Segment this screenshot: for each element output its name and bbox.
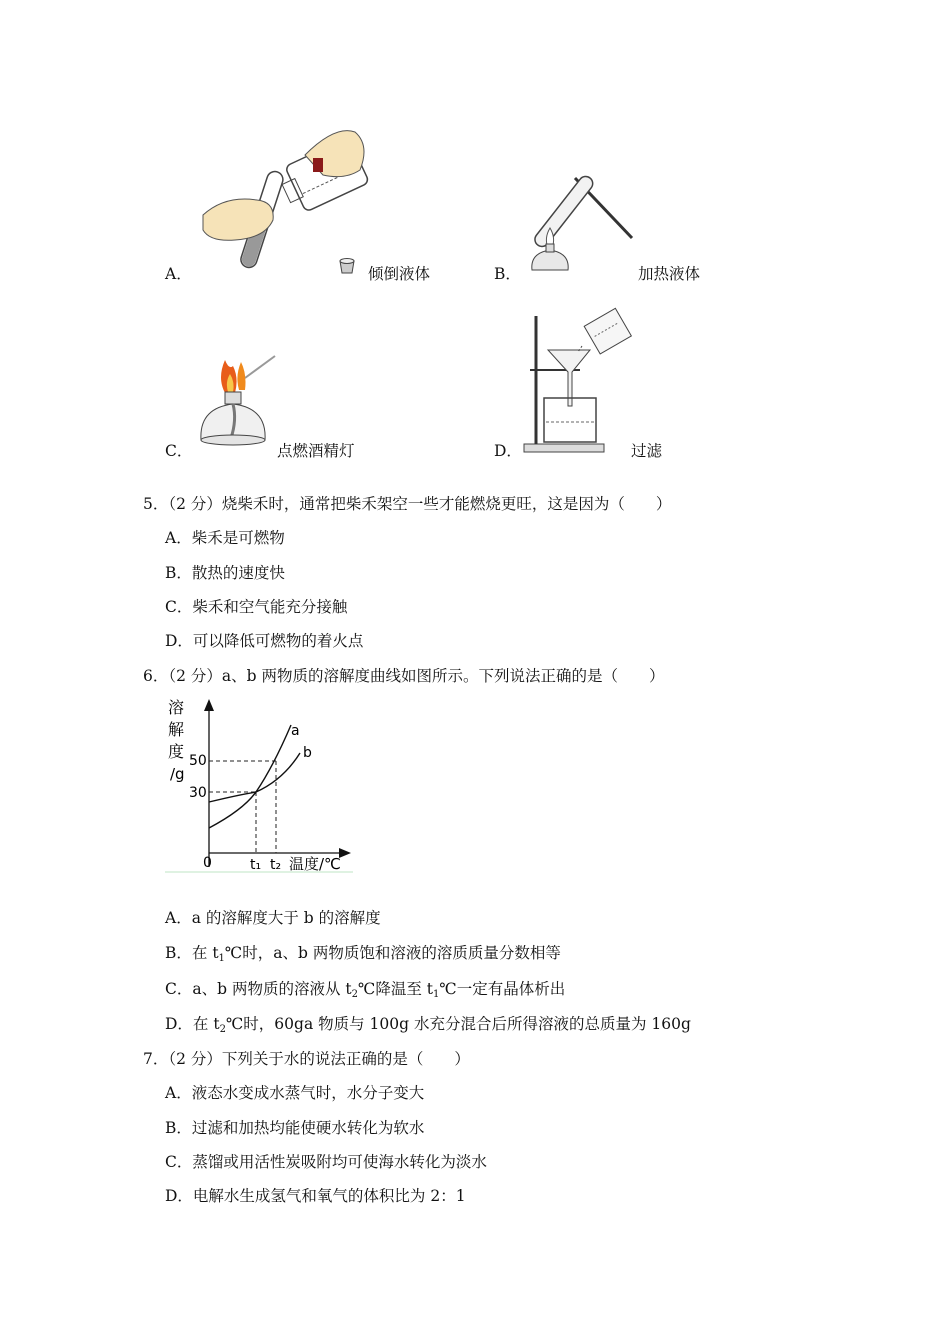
graph-origin: 0 <box>203 855 212 871</box>
question-5-stem: 5．（2 分）烧柴禾时，通常把柴禾架空一些才能燃烧更旺，这是因为（ ） <box>143 495 672 513</box>
curve-b-label: b <box>303 745 312 761</box>
question-5-option-a: A．柴禾是可燃物 <box>165 529 285 547</box>
question-7-option-a: A．液态水变成水蒸气时，水分子变大 <box>165 1084 425 1102</box>
question-7-stem: 7．（2 分）下列关于水的说法正确的是（ ） <box>143 1050 470 1068</box>
question-6-stem: 6．（2 分）a、b 两物质的溶解度曲线如图所示。下列说法正确的是（ ） <box>143 667 665 685</box>
option-b-letter: B． <box>494 265 521 283</box>
graph-tick-t2: t₂ <box>270 857 282 873</box>
option-d-letter: D． <box>494 442 522 460</box>
option-c-caption: 点燃酒精灯 <box>277 442 355 460</box>
question-7-option-d: D．电解水生成氢气和氧气的体积比为 2：1 <box>165 1187 466 1205</box>
graph-ylabel-4: /g <box>170 765 185 783</box>
solubility-curve-graph <box>163 695 358 880</box>
question-5-option-b: B．散热的速度快 <box>165 564 285 582</box>
graph-tick-30: 30 <box>189 785 207 801</box>
stopper-icon <box>336 255 358 277</box>
filtration-illustration <box>520 306 635 458</box>
graph-ylabel-2: 解 <box>168 720 185 739</box>
graph-ylabel-1: 溶 <box>168 698 185 717</box>
graph-xlabel: 温度/℃ <box>289 855 341 873</box>
question-6-option-b: B．在 $t_1℃$时，a、b 两物质饱和溶液的溶质质量分数相等 <box>165 944 561 964</box>
option-c-letter: C． <box>165 442 193 460</box>
option-d-caption: 过滤 <box>631 442 663 460</box>
question-7-option-c: C．蒸馏或用活性炭吸附均可使海水转化为淡水 <box>165 1153 487 1171</box>
question-5-option-c: C．柴禾和空气能充分接触 <box>165 598 348 616</box>
curve-a-label: a <box>291 723 300 739</box>
lighting-alcohol-lamp-illustration <box>195 348 290 458</box>
heating-liquid-illustration <box>520 158 640 283</box>
option-b-caption: 加热液体 <box>638 265 701 283</box>
option-a-caption: 倾倒液体 <box>368 265 431 283</box>
question-7-option-b: B．过滤和加热均能使硬水转化为软水 <box>165 1119 425 1137</box>
question-5-option-d: D．可以降低可燃物的着火点 <box>165 632 364 650</box>
option-a-letter: A． <box>165 265 192 283</box>
graph-tick-t1: t₁ <box>250 857 262 873</box>
question-6-option-c: C．a、b 两物质的溶液从 $t_2℃$降温至 $t_1℃$一定有晶体析出 <box>165 980 566 1000</box>
graph-ylabel-3: 度 <box>168 742 185 761</box>
question-6-option-d: D．在 $t_2℃$时，60ga 物质与 100g 水充分混合后所得溶液的总质量为 160g <box>165 1015 691 1035</box>
question-6-option-a: A．a 的溶解度大于 b 的溶解度 <box>165 909 381 927</box>
graph-tick-50: 50 <box>189 753 207 769</box>
